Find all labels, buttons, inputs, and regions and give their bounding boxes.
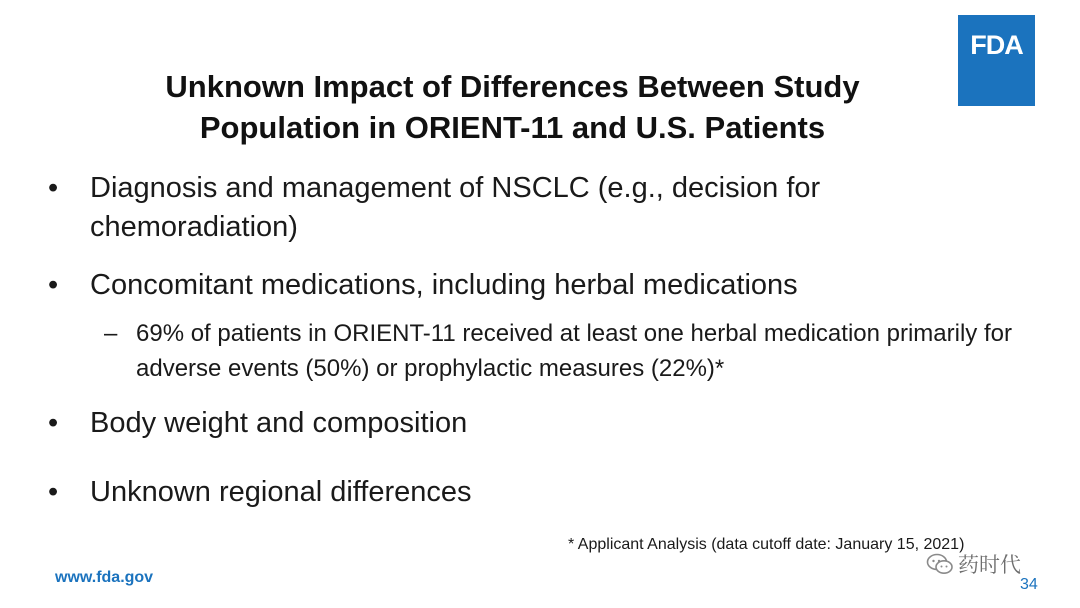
bullet-text: Diagnosis and management of NSCLC (e.g., decision for chemoradiation) xyxy=(90,172,821,243)
fda-logo-text: FDA xyxy=(970,30,1023,60)
sub-bullet-marker: – xyxy=(104,320,118,347)
watermark xyxy=(926,549,1021,579)
slide-title xyxy=(60,66,965,148)
footnote: * Applicant Analysis (data cutoff date: January 15, 2021) xyxy=(568,536,965,553)
watermark-text: 药时代 xyxy=(958,554,1021,577)
bullet-marker: • xyxy=(48,476,59,508)
bullet-text: Body weight and composition xyxy=(90,407,468,439)
fda-website-link[interactable]: www.fda.gov xyxy=(55,569,154,586)
page-number: 34 xyxy=(1020,576,1038,593)
bullet-text: Unknown regional differences xyxy=(90,476,472,508)
wechat-icon xyxy=(926,553,954,575)
slide-title-line-1: Unknown Impact of Differences Between Study xyxy=(165,69,860,104)
slide-title-line-2: Population in ORIENT-11 and U.S. Patients xyxy=(199,110,826,145)
bullet-marker: • xyxy=(48,172,59,204)
bullet-marker: • xyxy=(48,269,59,301)
bullet-marker: • xyxy=(48,407,59,439)
sub-bullet-text: 69% of patients in ORIENT-11 received at least one herbal medication primarily for adverse events (50%) or prophylactic measures (22%)* xyxy=(136,320,1012,382)
fda-logo xyxy=(958,15,1035,106)
bullet-text: Concomitant medications, including herbal medications xyxy=(90,269,798,301)
